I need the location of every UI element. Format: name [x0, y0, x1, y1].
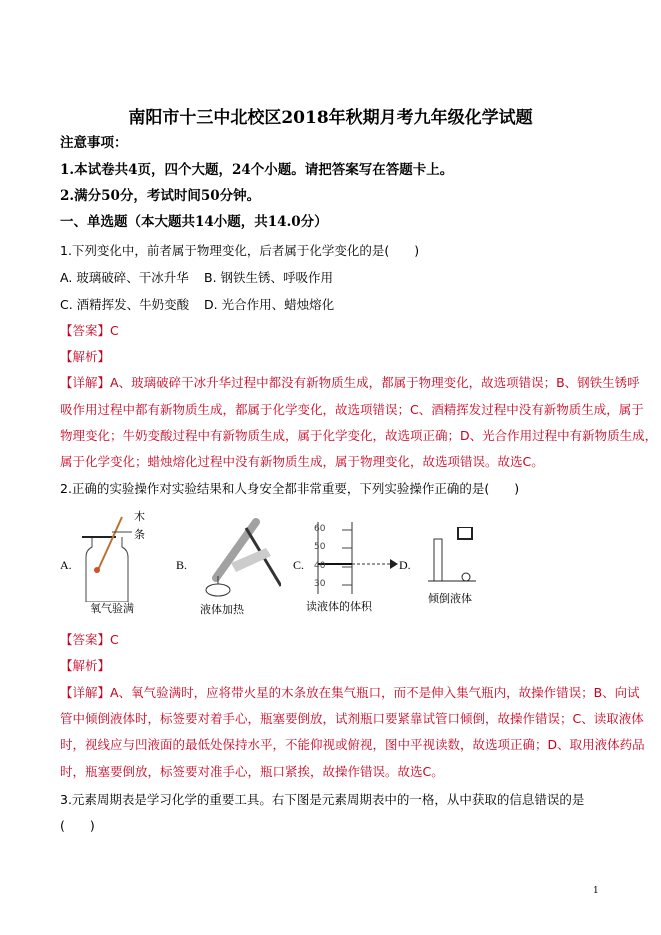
liquid-heating-figure [196, 518, 281, 598]
q2-detail-line: 时，视线应与凹液面的最低处保持水平，不能仰视或俯视，图中平视读数，故选项正确；D、取用液体药品 [60, 737, 645, 752]
page-title: 南阳市十三中北校区2018年秋期月考九年级化学试题 [128, 108, 533, 128]
q1-option-b: B. 钢铁生锈、呼吸作用 [204, 270, 334, 285]
note-item: 1.本试卷共4页，四个大题，24个小题。请把答案写在答题卡上。 [60, 162, 454, 178]
q1-option-d: D. 光合作用、蜡烛熔化 [204, 297, 335, 312]
note-item: 2.满分50分，考试时间50分钟。 [60, 188, 261, 204]
wood-label: 条 [134, 528, 145, 541]
oxygen-test-figure [82, 512, 142, 602]
detail-tag: 【详解】 [60, 685, 111, 700]
figure-c-caption: 读液体的体积 [306, 600, 372, 613]
figure-d-caption: 倾倒液体 [428, 592, 472, 605]
page-number: 1 [593, 886, 599, 896]
answer-tag: 【答案】 [60, 323, 111, 338]
tick-label: 50 [314, 542, 326, 552]
wood-label: 木 [134, 510, 145, 523]
q2-detail-line: 时，瓶塞要倒放，标签要对准手心，瓶口紧挨，故操作错误。故选C。 [60, 764, 444, 779]
figure-a-caption: 氧气验满 [90, 602, 134, 615]
figure-c-letter: C. [293, 558, 305, 572]
figure-d-letter: D. [399, 558, 411, 572]
question-3-stem: 3.元素周期表是学习化学的重要工具。右下图是元素周期表中的一格，从中获取的信息错误的是 [60, 792, 585, 807]
figure-b-caption: 液体加热 [200, 603, 244, 616]
q2-answer [60, 631, 119, 649]
tick-label: 40 [314, 561, 326, 571]
question-2-stem: 2.正确的实验操作对实验结果和人身安全都非常重要，下列实验操作正确的是( ) [60, 481, 520, 496]
q1-option-c: C. 酒精挥发、牛奶变酸 [60, 297, 190, 312]
q2-detail-line [60, 684, 640, 702]
q1-detail-line: 属于化学变化；蜡烛熔化过程中没有新物质生成，属于物理变化，故选项错误。故选C。 [60, 454, 544, 469]
q1-detail-line: 物理变化；牛奶变酸过程中有新物质生成，属于化学变化，故选项正确；D、光合作用过程中有新物质生成， [60, 428, 658, 443]
section-heading: 一、单选题（本大题共14小题，共14.0分） [60, 214, 328, 230]
question-1-stem: 1.下列变化中，前者属于物理变化，后者属于化学变化的是( ) [60, 243, 420, 258]
question-3-stem: ( ) [60, 818, 95, 833]
answer-tag: 【答案】 [60, 632, 111, 647]
figure-b-letter: B. [176, 558, 188, 572]
tick-label: 60 [314, 524, 326, 534]
answer-value: C [110, 323, 119, 338]
detail-text: A、氧气验满时，应将带火星的木条放在集气瓶口，而不是伸入集气瓶内，故操作错误；B、向试 [110, 685, 640, 700]
graduated-cylinder-figure [312, 522, 402, 594]
detail-tag: 【详解】 [60, 375, 111, 390]
q2-detail-line: 管中倾倒液体时，标签要对着手心，瓶塞要倒放，试剂瓶口要紧靠试管口倾倒，故操作错误；C、读取液体 [60, 711, 644, 726]
pouring-liquid-figure [428, 527, 478, 583]
tick-label: 30 [314, 579, 326, 589]
detail-text: A、玻璃破碎干冰升华过程中都没有新物质生成，都属于物理变化，故选项错误；B、钢铁生锈呼 [110, 375, 640, 390]
q1-detail-line [60, 374, 640, 392]
q1-detail-line: 吸作用过程中都有新物质生成，都属于化学变化，故选项错误；C、酒精挥发过程中没有新物质生成，属于 [60, 402, 644, 417]
figure-a-letter: A. [60, 558, 72, 572]
q1-analysis-tag: 【解析】 [60, 349, 111, 364]
q1-answer [60, 322, 119, 340]
notes-heading: 注意事项： [60, 135, 128, 151]
q2-analysis-tag: 【解析】 [60, 658, 111, 673]
answer-value: C [110, 632, 119, 647]
q1-option-a: A. 玻璃破碎、干冰升华 [60, 270, 189, 285]
